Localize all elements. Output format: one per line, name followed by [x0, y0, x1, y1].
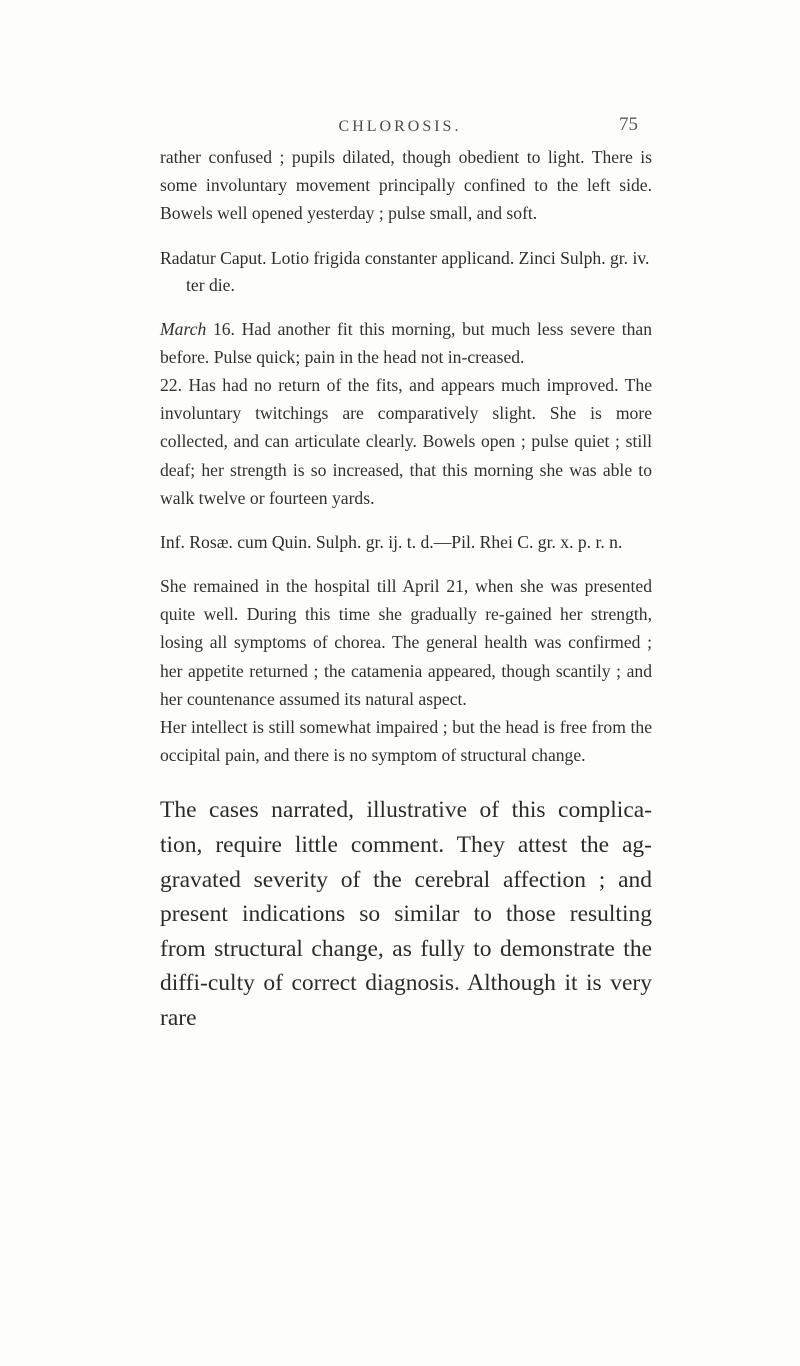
prescription-1: Radatur Caput. Lotio frigida constanter applicand. Zinci Sulph. gr. iv. ter die.: [160, 247, 650, 295]
paragraph-remained: She remained in the hospital till April 21, when she was presented quite well. During this time she gradually re-gained her strength, losing all symptoms of chorea. The general health was confirmed ; her appetite returned ; the catamenia appeared, though scantily ; and her countenance assumed its natural aspect.: [160, 576, 652, 709]
paragraph-case-notes: rather confused ; pupils dilated, though obedient to light. There is some involuntary movement principally confined to the left side. Bowels well opened yesterday ; pulse small, and soft.: [160, 147, 652, 224]
prescription-2: Inf. Rosæ. cum Quin. Sulph. gr. ij. t. d.—Pil. Rhei C. gr. x. p. r. n.: [160, 532, 623, 553]
paragraph-22: 22. Has had no return of the fits, and appears much improved. The involuntary twitchings are comparatively slight. She is more collected, and can articulate clearly. Bowels open ; pulse quiet ; still deaf; her strength is so increased, that this morning she was able to walk twelve or fourteen yards.: [160, 375, 652, 508]
body-text: [160, 143, 652, 1036]
march-16-text: 16. Had another fit this morning, but much less severe than before. Pulse quick; pain in the head not in-creased.: [160, 318, 652, 367]
paragraph-intellect: Her intellect is still somewhat impaired ; but the head is free from the occipital pain, and there is no symptom of structural change.: [160, 717, 652, 766]
date-march: March: [160, 318, 207, 339]
paragraph-cases-narrated: The cases narrated, illustrative of this complica-tion, require little comment. They attest the ag-gravated severity of the cerebral affection ; and present indications so similar to those resulting from structural change, as fully to demonstrate the diffi-culty of correct diagnosis. Although it is very rare: [160, 797, 652, 1032]
running-title: CHLOROSIS.: [338, 118, 462, 135]
page-number: 75: [619, 114, 638, 135]
paragraph-march-16: [160, 315, 652, 371]
